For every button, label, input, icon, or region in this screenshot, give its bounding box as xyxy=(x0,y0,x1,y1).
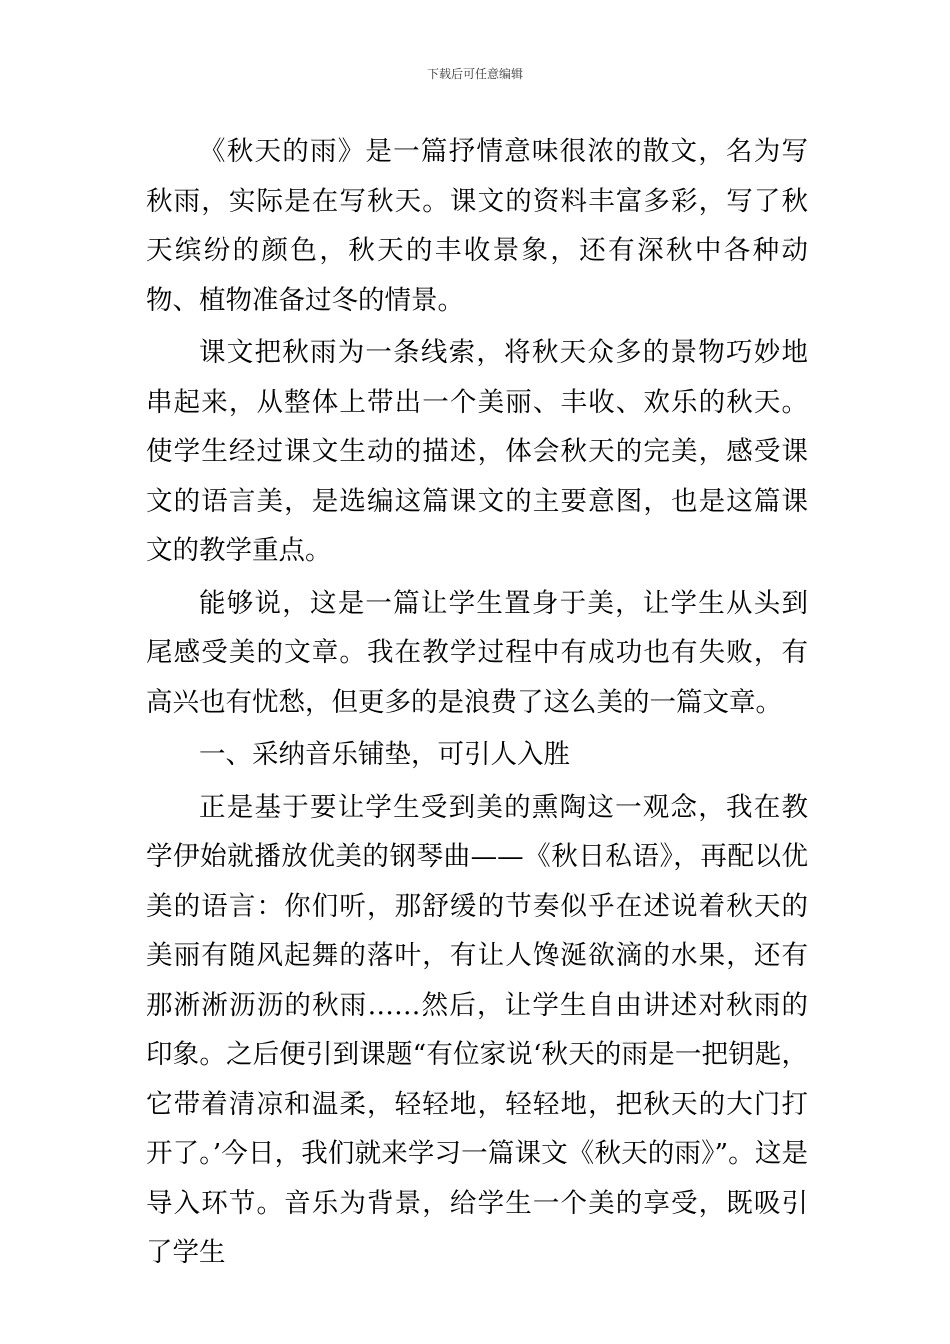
paragraph-music-intro: 正是基于要让学生受到美的熏陶这一观念，我在教学伊始就播放优美的钢琴曲——《秋日私语》，再配以优美的语言：你们听，那舒缓的节奏似乎在述说着秋天的美丽有随风起舞的落叶，有让人馋涎欲滴的水果，还有那淅淅沥沥的秋雨……然后，让学生自由讲述对秋雨的印象。之后便引到课题“有位家说‘秋天的雨是一把钥匙，它带着清凉和温柔，轻轻地，轻轻地，把秋天的大门打开了。’今日，我们就来学习一篇课文《秋天的雨》”。这是导入环节。音乐为背景，给学生一个美的享受，既吸引了学生 xyxy=(146,791,808,1268)
page-header: 下载后可任意编辑 xyxy=(426,67,523,81)
section-heading-music: 一、采纳音乐铺垫，可引人入胜 xyxy=(199,739,570,770)
paragraph-intro: 《秋天的雨》是一篇抒情意味很浓的散文，名为写秋雨，实际是在写秋天。课文的资料丰富多彩，写了秋天缤纷的颜色，秋天的丰收景象，还有深秋中各种动物、植物准备过冬的情景。 xyxy=(146,136,808,316)
paragraph-teaching-focus: 课文把秋雨为一条线索，将秋天众多的景物巧妙地串起来，从整体上带出一个美丽、丰收、欢乐的秋天。使学生经过课文生动的描述，体会秋天的完美，感受课文的语言美，是选编这篇课文的主要意图，也是这篇课文的教学重点。 xyxy=(146,337,808,566)
paragraph-reflection: 能够说，这是一篇让学生置身于美，让学生从头到尾感受美的文章。我在教学过程中有成功也有失败，有高兴也有忧愁，但更多的是浪费了这么美的一篇文章。 xyxy=(146,587,808,718)
document-body xyxy=(146,127,808,1278)
